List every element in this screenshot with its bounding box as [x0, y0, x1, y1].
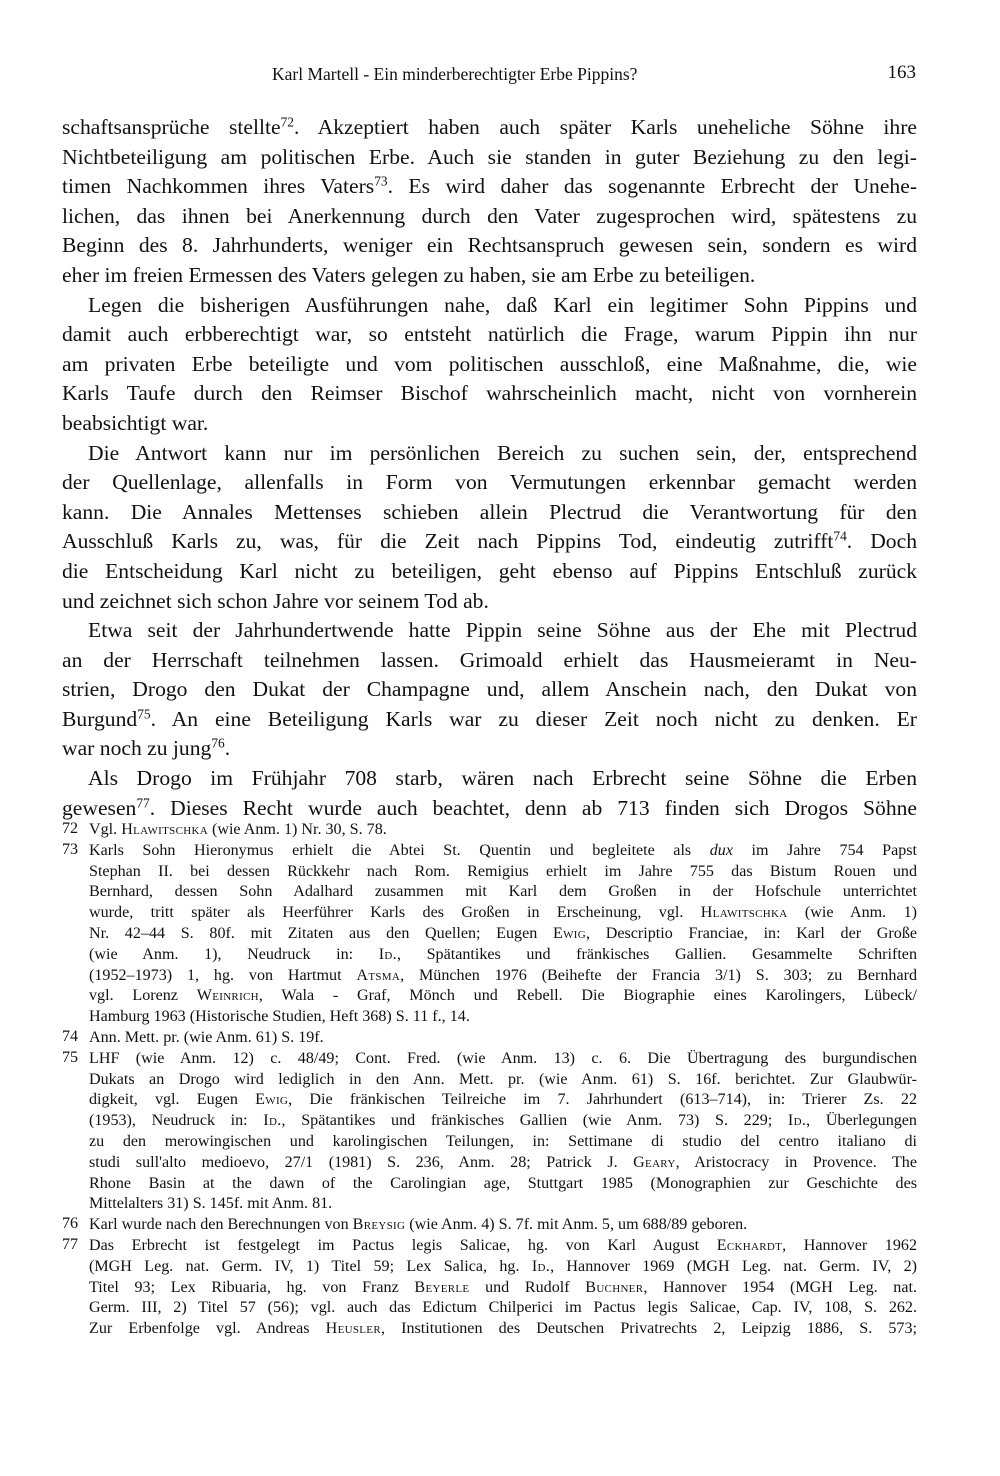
author-name: Hlawitschka [121, 821, 208, 838]
footnote-line: Dukats an Drogo wird lediglich in den Ann. Mett. pr. (wie Anm. 61) S. 16f. berichtet. Zur Glaubwür- [89, 1070, 917, 1088]
footnote-line: wurde, tritt später als Heerführer Karls des Großen in Erscheinung, vgl. Hlawitschka (wie Anm. 1) [89, 904, 917, 922]
text-line: die Entscheidung Karl nicht zu beteiligen, geht ebenso auf Pippins Entschluß zurück [62, 558, 917, 583]
author-name: Buchner [585, 1278, 644, 1296]
author-name: Ewig [552, 924, 587, 942]
author-name: Beyerle [414, 1278, 470, 1296]
footnote [62, 820, 917, 841]
footnote-reference[interactable]: 74 [833, 528, 847, 544]
footnote-line: (MGH Leg. nat. Germ. IV, 1) Titel 59; Lex Salica, hg. Id., Hannover 1969 (MGH Leg. nat. Germ. IV, 2) [89, 1257, 918, 1275]
text-line: Karls Taufe durch den Reimser Bischof wahrscheinlich macht, nicht von vornherein [62, 381, 917, 406]
text-line: strien, Drogo den Dukat der Champagne und, allem Anschein nach, den Dukat von [62, 677, 917, 702]
author-name: Id. [378, 945, 397, 963]
footnote [62, 841, 917, 1028]
footnote-line: Titel 93; Lex Ribuaria, hg. von Franz Beyerle und Rudolf Buchner, Hannover 1954 (MGH Leg. nat. [89, 1278, 917, 1296]
footnote-line: digkeit, vgl. Eugen Ewig, Die fränkischen Teilreiche im 7. Jahrhundert (613–714), in: Trierer Zs. 22 [89, 1091, 918, 1109]
text-line: und zeichnet sich schon Jahre vor seinem Tod ab. [62, 588, 489, 613]
text-line: Die Antwort kann nur im persönlichen Bereich zu suchen sein, der, entsprechend [88, 440, 917, 465]
text-line: eher im freien Ermessen des Vaters gelegen zu haben, sie am Erbe zu beteiligen. [62, 262, 756, 287]
footnote-line: Das Erbrecht ist festgelegt im Pactus legis Salicae, hg. von Karl August Eckhardt, Hannover 1962 [89, 1236, 917, 1254]
text-line: beabsichtigt war. [62, 410, 209, 435]
footnote-line: (1953), Neudruck in: Id., Spätantikes und fränkisches Gallien (wie Anm. 73) S. 229; Id., Überlegungen [89, 1112, 917, 1130]
text-line: gewesen$^{77}$. Dieses Recht wurde auch beachtet, denn ab 713 finden sich Drogos Söhne [62, 795, 917, 820]
footnote-line: Nr. 42–44 S. 80f. mit Zitaten aus den Quellen; Eugen Ewig, Descriptio Franciae, in: Karl der Große [89, 924, 918, 942]
footnotes [62, 820, 917, 1340]
footnote-number: 77 [62, 1235, 79, 1253]
author-name: Atsma [356, 966, 401, 984]
page-number: 163 [887, 62, 916, 83]
author-name: Geary [633, 1153, 676, 1171]
footnote [62, 1236, 917, 1340]
footnote-line: Vgl. Hlawitschka (wie Anm. 1) Nr. 30, S. 78. [89, 821, 387, 838]
running-head [272, 62, 916, 90]
text-line: am privaten Erbe beteiligte und vom politischen ausschloß, eine Maßnahme, die, wie [62, 351, 917, 376]
footnote-reference[interactable]: 73 [374, 173, 388, 189]
footnote-reference[interactable]: 72 [280, 114, 294, 130]
footnote-line: Karl wurde nach den Berechnungen von Breysig (wie Anm. 4) S. 7f. mit Anm. 5, um 688/89 geboren. [89, 1216, 748, 1234]
footnote-line: Zur Erbenfolge vgl. Andreas Heusler, Institutionen des Deutschen Privatrechts 2, Leipzig 1886, S. 573; [89, 1320, 917, 1338]
footnote [62, 1215, 917, 1236]
author-name: Weinrich [196, 987, 259, 1005]
footnote-line: Bernhard, dessen Sohn Adalhard zusammen mit Karl dem Großen in der Hofschule unterrichtet [89, 883, 917, 901]
text-line: Beginn des 8. Jahrhunderts, weniger ein Rechtsanspruch gewesen sein, sondern es wird [62, 233, 917, 258]
text-line: damit auch erbberechtigt war, so entsteht natürlich die Frage, warum Pippin ihn nur [62, 322, 917, 347]
footnote-reference[interactable]: 77 [136, 795, 150, 811]
footnote-line: Hamburg 1963 (Historische Studien, Heft 368) S. 11 f., 14. [89, 1008, 470, 1026]
footnote-line: Karls Sohn Hieronymus erhielt die Abtei St. Quentin und begleitete als dux im Jahre 754 Papst [89, 841, 917, 859]
footnote-number: 75 [62, 1048, 79, 1066]
footnote [62, 1028, 917, 1049]
footnote-reference[interactable]: 76 [211, 736, 225, 752]
text-line: Ausschluß Karls zu, was, für die Zeit nach Pippins Tod, eindeutig zutrifft$^{74}$. Doch [62, 528, 917, 554]
footnote-reference[interactable]: 75 [137, 706, 151, 722]
author-name: Id. [787, 1112, 807, 1130]
author-name: Hlawitschka [700, 904, 788, 922]
text-line: Als Drogo im Frühjahr 708 starb, wären nach Erbrecht seine Söhne die Erben [88, 766, 917, 791]
author-name: Id. [263, 1112, 282, 1130]
footnote-number: 73 [62, 840, 79, 858]
footnote-line: (wie Anm. 1), Neudruck in: Id., Spätantikes und fränkisches Gallien. Gesammelte Schriften [89, 945, 917, 963]
footnote-line: Stephan II. bei dessen Rückkehr nach Rom. Remigius erhielt im Jahre 755 das Bistum Rouen und [89, 862, 917, 880]
footnote-line: vgl. Lorenz Weinrich, Wala - Graf, Mönch und Rebell. Die Biographie eines Karolingers, Lübeck/ [89, 987, 917, 1005]
footnote-number: 74 [62, 1027, 79, 1045]
text-line: Nichtbeteiligung am politischen Erbe. Auch sie standen in guter Beziehung zu den legi- [62, 144, 917, 169]
footnote-number: 72 [62, 820, 79, 837]
main-text [62, 113, 917, 823]
text-line: war noch zu jung$^{76}$. [62, 736, 231, 761]
text-line: schaftsansprüche stellte$^{72}$. Akzeptiert haben auch später Karls uneheliche Söhne ihre [62, 114, 918, 139]
running-title: Karl Martell - Ein minderberechtigter Erbe Pippins? [272, 64, 638, 84]
text-line: an der Herrschaft teilnehmen lassen. Grimoald erhielt das Hausmeieramt in Neu- [62, 647, 917, 672]
footnote [62, 1049, 917, 1215]
text-line: Legen die bisherigen Ausführungen nahe, daß Karl ein legitimer Sohn Pippins und [88, 292, 917, 317]
text-line: timen Nachkommen ihres Vaters$^{73}$. Es wird daher das sogenannte Erbrecht der Unehe- [62, 173, 918, 199]
footnote-line: studi sull'alto medioevo, 27/1 (1981) S. 236, Anm. 28; Patrick J. Geary, Aristocracy in Provence. The [89, 1153, 917, 1171]
footnote-line: Rhone Basin at the dawn of the Carolingian age, Stuttgart 1985 (Monographien zur Geschichte des [89, 1174, 917, 1192]
footnote-number: 76 [62, 1215, 79, 1233]
author-name: Breysig [352, 1216, 406, 1234]
text-line: kann. Die Annales Mettenses schieben allein Plectrud die Verantwortung für den [62, 499, 917, 524]
italic-term: dux [709, 841, 733, 859]
author-name: Heusler [325, 1320, 381, 1338]
footnote-line: Germ. III, 2) Titel 57 (56); vgl. auch das Edictum Chilperici im Pactus legis Salicae, Cap. IV, 108, S. 262. [89, 1299, 917, 1317]
author-name: Ewig [255, 1091, 289, 1109]
footnote-line: zu den merowingischen und karolingischen Teilungen, in: Settimane di studio del centro italiano di [89, 1132, 917, 1150]
footnote-line: Ann. Mett. pr. (wie Anm. 61) S. 19f. [89, 1028, 324, 1046]
text-line: Etwa seit der Jahrhundertwende hatte Pippin seine Söhne aus der Ehe mit Plectrud [88, 618, 917, 643]
text-line: der Quellenlage, allenfalls in Form von Vermutungen erkennbar gemacht werden [62, 470, 917, 495]
footnote-line: Mittelalters 31) S. 145f. mit Anm. 81. [89, 1195, 333, 1213]
author-name: Id. [531, 1257, 551, 1275]
text-line: lichen, das ihnen bei Anerkennung durch den Vater zugesprochen wird, spätestens zu [62, 203, 917, 228]
footnote-line: (1952–1973) 1, hg. von Hartmut Atsma, München 1976 (Beihefte der Francia 3/1) S. 303; zu Bernhard [89, 966, 917, 984]
author-name: Eckhardt [716, 1236, 783, 1254]
footnote-line: LHF (wie Anm. 12) c. 48/49; Cont. Fred. (wie Anm. 13) c. 6. Die Übertragung des burgundischen [89, 1049, 917, 1067]
text-line: Burgund$^{75}$. An eine Beteiligung Karls war zu dieser Zeit noch nicht zu denken. Er [62, 706, 917, 731]
